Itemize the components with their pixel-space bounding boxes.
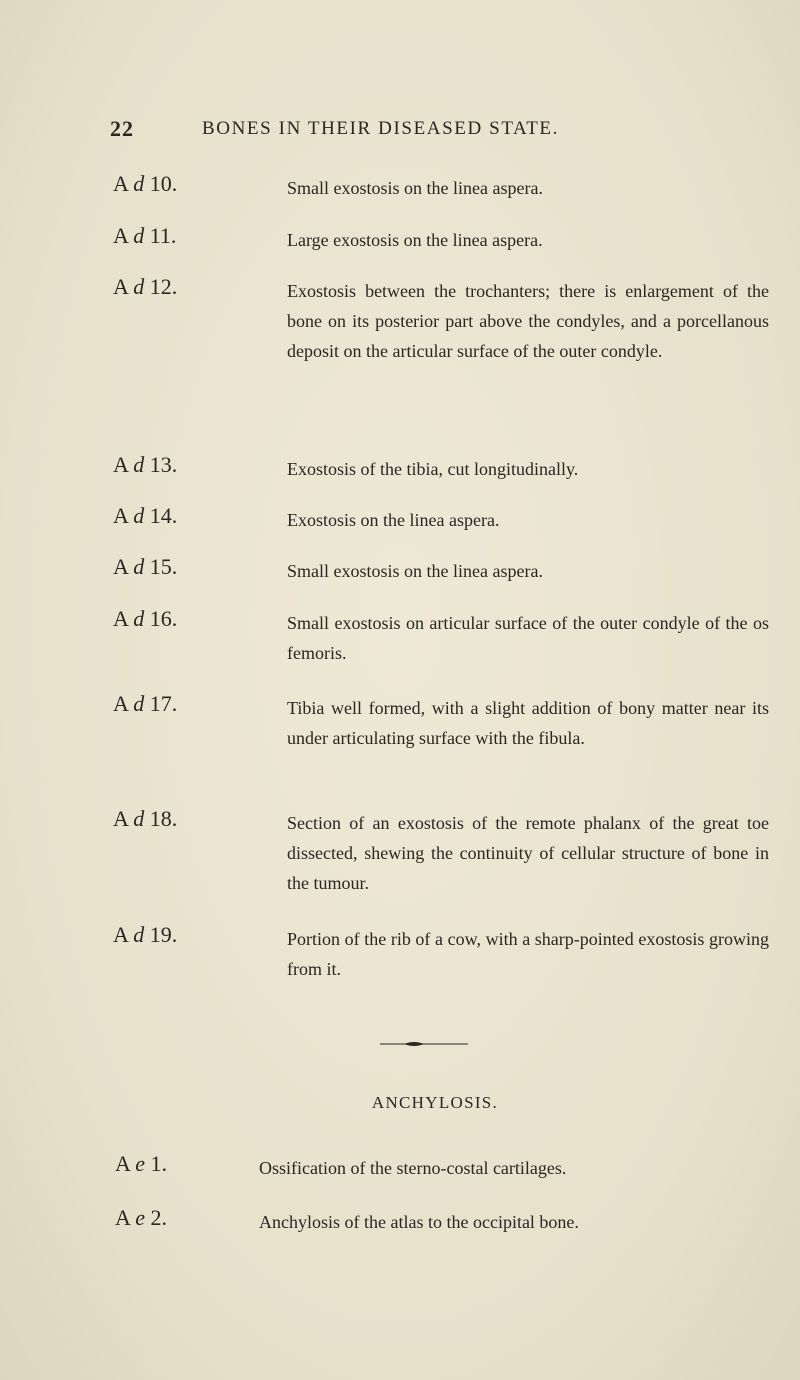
entry-description: Small exostosis on the linea aspera. — [287, 561, 543, 581]
entry-description: Small exostosis on articular surface of the outer condyle of the os femoris. — [287, 613, 769, 663]
running-title: BONES IN THEIR DISEASED STATE. — [202, 118, 559, 139]
entry-description: Exostosis between the trochanters; there is enlargement of the bone on its posterior part above the condyles, and a porcellanous deposit on the articular surface of the outer condyle. — [287, 281, 769, 361]
entry-label: A d 10. — [113, 171, 178, 196]
entry-label: A d 18. — [113, 806, 178, 831]
entry-label: A d 11. — [113, 223, 177, 248]
entry-label: A d 12. — [113, 274, 178, 299]
page-number: 22 — [110, 116, 134, 141]
entry-label: A d 16. — [113, 606, 178, 631]
page-header — [0, 116, 800, 146]
entry-description: Section of an exostosis of the remote phalanx of the great toe dissected, shewing the continuity of cellular structure of bone in the tumour. — [287, 813, 769, 893]
entry-description: Exostosis of the tibia, cut longitudinally. — [287, 459, 579, 479]
section-heading: ANCHYLOSIS. — [371, 1093, 499, 1112]
entry-label: A e 2. — [115, 1205, 167, 1230]
entry-description: Portion of the rib of a cow, with a sharp-pointed exostosis growing from it. — [287, 929, 769, 979]
entry-label: A d 19. — [113, 922, 178, 947]
entry-description: Small exostosis on the linea aspera. — [287, 178, 543, 198]
entry-label: A e 1. — [115, 1151, 167, 1176]
entry-label: A d 13. — [113, 452, 178, 477]
entry-label: A d 15. — [113, 554, 178, 579]
entry-description: Tibia well formed, with a slight addition of bony matter near its under articulating surface with the fibula. — [287, 698, 769, 748]
entry-label: A d 14. — [113, 503, 178, 528]
ornamental-divider — [374, 1040, 474, 1048]
entry-description: Exostosis on the linea aspera. — [287, 510, 500, 530]
entry-description: Anchylosis of the atlas to the occipital bone. — [259, 1212, 579, 1232]
entry-label: A d 17. — [113, 691, 178, 716]
entry-description: Ossification of the sterno-costal cartilages. — [259, 1158, 567, 1178]
entry-description: Large exostosis on the linea aspera. — [287, 230, 543, 250]
